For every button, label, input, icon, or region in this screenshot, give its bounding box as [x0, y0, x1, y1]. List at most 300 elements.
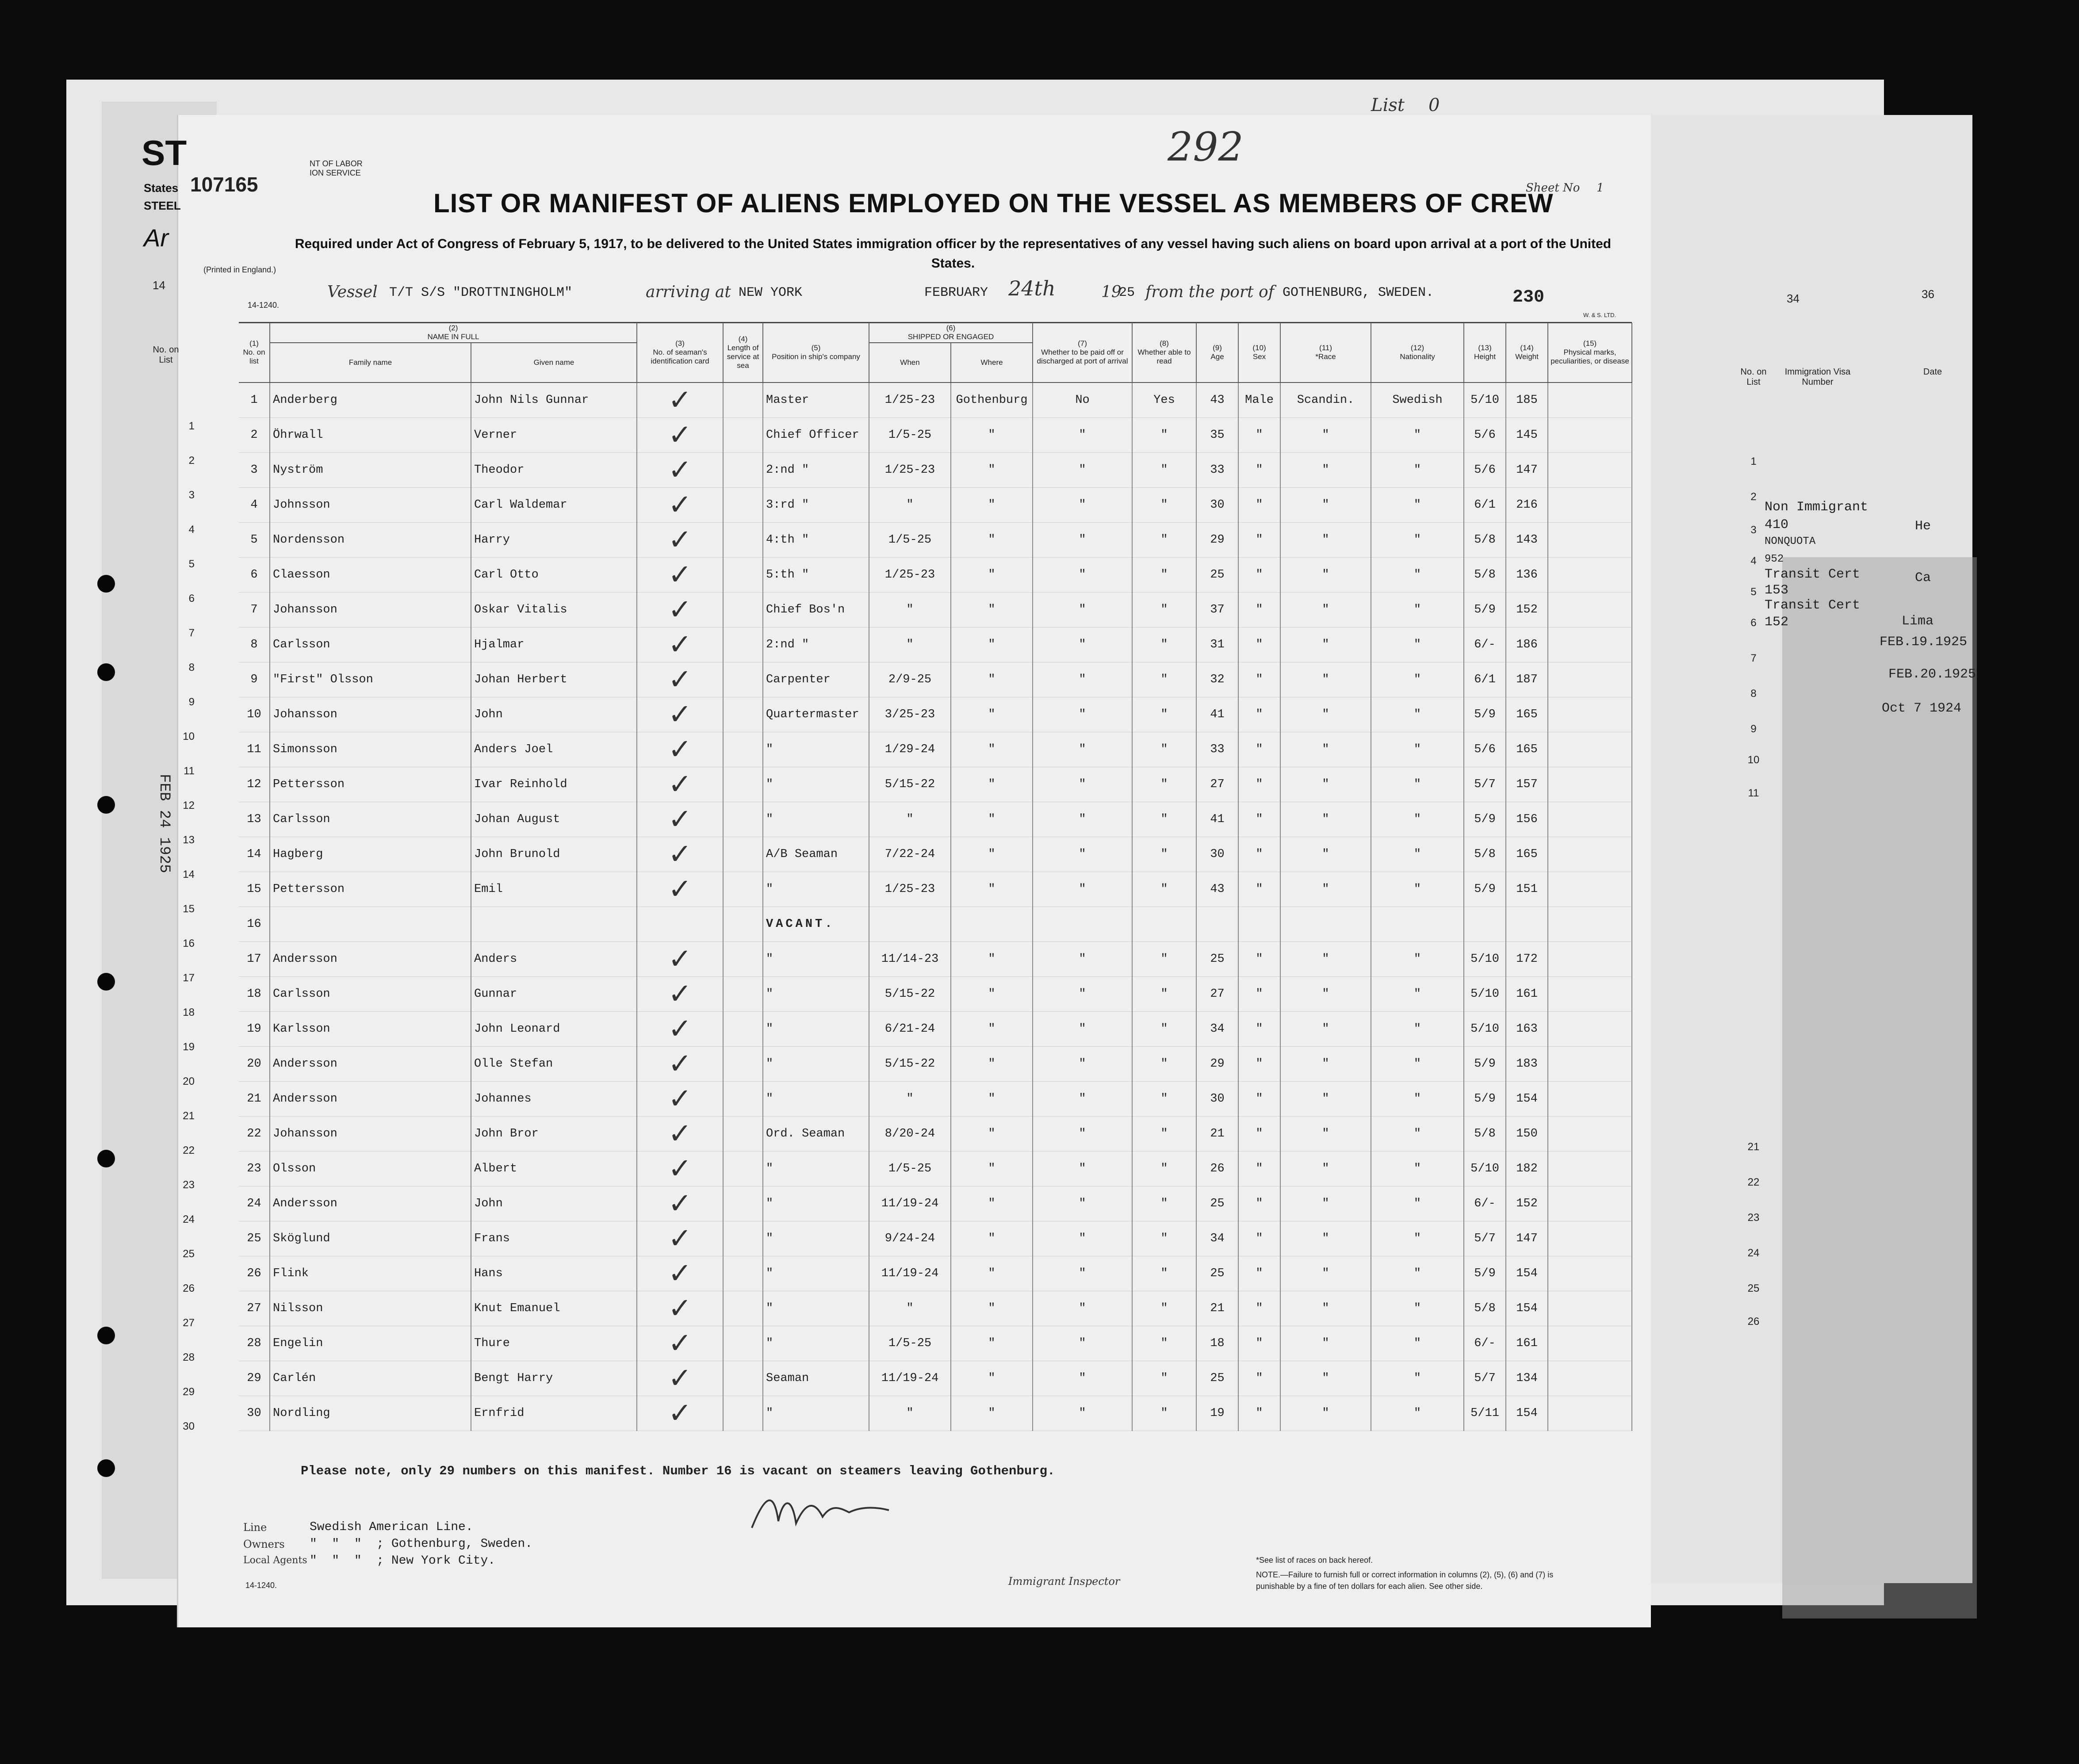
cell-age — [1196, 907, 1238, 942]
cell-weight: 161 — [1506, 1326, 1548, 1361]
cell-given: Anders Joel — [471, 732, 637, 767]
cell-sex: " — [1238, 453, 1280, 488]
punch-hole — [97, 1459, 115, 1477]
cell-position: Chief Officer — [763, 418, 869, 453]
cell-no: 24 — [239, 1186, 270, 1221]
cell-given: Emil — [471, 872, 637, 907]
cell-age: 19 — [1196, 1396, 1238, 1431]
cell-race: " — [1280, 732, 1371, 767]
cell-family: Andersson — [270, 942, 471, 977]
cell-sex: " — [1238, 1186, 1280, 1221]
cell-age: 27 — [1196, 767, 1238, 802]
cell-position: " — [763, 767, 869, 802]
cell-check: ✓ — [637, 628, 723, 662]
cell-nat: " — [1371, 488, 1464, 523]
form-number: 14-1240. — [248, 301, 279, 310]
cell-age: 34 — [1196, 1012, 1238, 1047]
stamp-text: NT OF LABOR ION SERVICE — [310, 159, 363, 177]
cell-family — [270, 907, 471, 942]
cell-check — [637, 907, 723, 942]
left-list-number: 18 — [183, 1006, 195, 1018]
left-stub-line3: Ar — [144, 224, 168, 252]
cell-family: Nordling — [270, 1396, 471, 1431]
cell-when: " — [869, 593, 951, 628]
cell-height: 5/7 — [1464, 1221, 1506, 1256]
cell-height: 5/10 — [1464, 1152, 1506, 1186]
cell-when: 1/25-23 — [869, 872, 951, 907]
left-list-number: 8 — [188, 662, 195, 673]
cell-where: " — [951, 872, 1033, 907]
cell-where: " — [951, 1186, 1033, 1221]
cell-sex: " — [1238, 837, 1280, 872]
cell-no: 3 — [239, 453, 270, 488]
cell-paid: " — [1033, 662, 1132, 697]
cell-read: " — [1132, 802, 1196, 837]
cell-no: 19 — [239, 1012, 270, 1047]
right-list-number: 11 — [1748, 787, 1759, 799]
left-list-number: 13 — [183, 834, 195, 846]
cell-no: 21 — [239, 1082, 270, 1117]
cell-height: 5/10 — [1464, 1012, 1506, 1047]
cell-given: Frans — [471, 1221, 637, 1256]
cell-check: ✓ — [637, 1256, 723, 1291]
cell-nat: " — [1371, 1012, 1464, 1047]
footer-form-number: 14-1240. — [245, 1581, 277, 1590]
cell-read: " — [1132, 837, 1196, 872]
cell-height: 5/8 — [1464, 523, 1506, 558]
cell-sex: " — [1238, 697, 1280, 732]
left-list-number: 24 — [183, 1213, 195, 1225]
table-row — [239, 418, 1632, 453]
cell-height: 5/10 — [1464, 977, 1506, 1012]
cell-weight: 172 — [1506, 942, 1548, 977]
cell-when: " — [869, 802, 951, 837]
cell-phys — [1548, 593, 1632, 628]
cell-position: " — [763, 1221, 869, 1256]
cell-phys — [1548, 837, 1632, 872]
cell-height: 5/9 — [1464, 872, 1506, 907]
cell-sex: " — [1238, 1256, 1280, 1291]
cell-where: " — [951, 1117, 1033, 1152]
cell-family: Engelin — [270, 1326, 471, 1361]
table-row — [239, 767, 1632, 802]
table-row — [239, 593, 1632, 628]
cell-position: " — [763, 1186, 869, 1221]
cell-check: ✓ — [637, 593, 723, 628]
cell-svc — [723, 418, 763, 453]
visa-8: 152 — [1765, 615, 1789, 630]
left-list-number: 27 — [183, 1317, 195, 1329]
cell-read: " — [1132, 697, 1196, 732]
visa-4: 952 — [1765, 553, 1784, 565]
col-shipped: (6) SHIPPED OR ENGAGED — [869, 323, 1033, 343]
cell-where: " — [951, 1082, 1033, 1117]
cell-when: " — [869, 628, 951, 662]
cell-position: Ord. Seaman — [763, 1117, 869, 1152]
cell-no: 12 — [239, 767, 270, 802]
cell-nat: Swedish — [1371, 383, 1464, 418]
cell-family: Olsson — [270, 1152, 471, 1186]
cell-where: " — [951, 732, 1033, 767]
cell-svc — [723, 662, 763, 697]
cell-weight: 152 — [1506, 593, 1548, 628]
left-list-number: 14 — [183, 869, 195, 880]
left-list-number: 30 — [183, 1420, 195, 1432]
cell-race: " — [1280, 1221, 1371, 1256]
cell-nat: " — [1371, 1152, 1464, 1186]
cell-read: " — [1132, 1186, 1196, 1221]
cell-phys — [1548, 697, 1632, 732]
cell-sex: " — [1238, 1221, 1280, 1256]
cell-nat: " — [1371, 977, 1464, 1012]
cell-sex: " — [1238, 1117, 1280, 1152]
table-row — [239, 837, 1632, 872]
cell-no: 2 — [239, 418, 270, 453]
cell-read: " — [1132, 977, 1196, 1012]
left-stub-line2: STEEL — [144, 199, 181, 212]
cell-where: " — [951, 1221, 1033, 1256]
cell-svc — [723, 1291, 763, 1326]
cell-sex: " — [1238, 1012, 1280, 1047]
cell-position: " — [763, 1047, 869, 1082]
cell-position: " — [763, 1326, 869, 1361]
cell-where: " — [951, 767, 1033, 802]
cell-given: Hjalmar — [471, 628, 637, 662]
arrival-year: 25 — [1119, 285, 1135, 300]
cell-race: " — [1280, 1361, 1371, 1396]
visa-3: NONQUOTA — [1765, 536, 1816, 547]
cell-given: Thure — [471, 1326, 637, 1361]
table-row — [239, 523, 1632, 558]
right-list-number: 1 — [1750, 455, 1757, 467]
cell-weight: 145 — [1506, 418, 1548, 453]
cell-weight: 165 — [1506, 837, 1548, 872]
cell-read: " — [1132, 872, 1196, 907]
cell-given: Theodor — [471, 453, 637, 488]
cell-check: ✓ — [637, 942, 723, 977]
cell-check: ✓ — [637, 1361, 723, 1396]
cell-family: Flink — [270, 1256, 471, 1291]
cell-age: 41 — [1196, 802, 1238, 837]
cell-svc — [723, 872, 763, 907]
left-list-number: 12 — [183, 800, 195, 811]
cell-age: 33 — [1196, 453, 1238, 488]
cell-phys — [1548, 1152, 1632, 1186]
cell-where: " — [951, 1047, 1033, 1082]
cell-paid: " — [1033, 872, 1132, 907]
cell-phys — [1548, 1117, 1632, 1152]
right-no-on-list: No. on List — [1740, 367, 1767, 387]
cell-nat: " — [1371, 767, 1464, 802]
cell-read: " — [1132, 488, 1196, 523]
cell-read: " — [1132, 1117, 1196, 1152]
left-list-number: 22 — [183, 1144, 195, 1156]
cell-sex: Male — [1238, 383, 1280, 418]
cell-family: Karlsson — [270, 1012, 471, 1047]
cell-position: Quartermaster — [763, 697, 869, 732]
cell-svc — [723, 523, 763, 558]
line-label: Line — [243, 1521, 267, 1534]
cell-no: 8 — [239, 628, 270, 662]
cell-race: " — [1280, 1186, 1371, 1221]
cell-nat: " — [1371, 523, 1464, 558]
cell-phys — [1548, 1012, 1632, 1047]
cell-height: 5/9 — [1464, 593, 1506, 628]
cell-weight: 216 — [1506, 488, 1548, 523]
cell-position: " — [763, 977, 869, 1012]
cell-where: " — [951, 837, 1033, 872]
cell-phys — [1548, 767, 1632, 802]
cell-given: Carl Otto — [471, 558, 637, 593]
cell-height: 6/1 — [1464, 662, 1506, 697]
cell-when: " — [869, 1082, 951, 1117]
cell-when: 11/19-24 — [869, 1186, 951, 1221]
cell-no: 27 — [239, 1291, 270, 1326]
cell-read: " — [1132, 593, 1196, 628]
visa-1: Non Immigrant — [1765, 500, 1868, 515]
cell-phys — [1548, 732, 1632, 767]
right-col-36: 36 — [1922, 287, 1934, 301]
left-list-number: 5 — [188, 558, 195, 570]
cell-age: 25 — [1196, 1186, 1238, 1221]
right-list-number: 23 — [1747, 1212, 1760, 1224]
agents-value: " " " ; New York City. — [310, 1554, 496, 1568]
cell-position: 2:nd " — [763, 453, 869, 488]
table-row — [239, 1012, 1632, 1047]
cell-check: ✓ — [637, 488, 723, 523]
cell-no: 25 — [239, 1221, 270, 1256]
cell-family: Simonsson — [270, 732, 471, 767]
cell-race: " — [1280, 1152, 1371, 1186]
cell-weight: 136 — [1506, 558, 1548, 593]
cell-no: 22 — [239, 1117, 270, 1152]
cell-no: 6 — [239, 558, 270, 593]
punch-hole — [97, 575, 115, 593]
cell-family: Sköglund — [270, 1221, 471, 1256]
cell-svc — [723, 1221, 763, 1256]
cell-nat: " — [1371, 802, 1464, 837]
cell-position: 5:th " — [763, 558, 869, 593]
col-weight: (14) Weight — [1506, 323, 1548, 383]
cell-where: " — [951, 1361, 1033, 1396]
cell-where: " — [951, 1012, 1033, 1047]
cell-family: Carlsson — [270, 802, 471, 837]
cell-given: John Bror — [471, 1117, 637, 1152]
cell-when: " — [869, 488, 951, 523]
arrival-port: NEW YORK — [739, 285, 803, 300]
cell-position: Seaman — [763, 1361, 869, 1396]
left-list-number: 10 — [183, 731, 195, 742]
cell-race: " — [1280, 628, 1371, 662]
right-attached-page — [1636, 115, 1972, 1583]
cell-height: 6/- — [1464, 628, 1506, 662]
arrival-month: FEBRUARY — [924, 285, 988, 300]
cell-read: " — [1132, 1047, 1196, 1082]
cell-check: ✓ — [637, 453, 723, 488]
cell-age: 26 — [1196, 1152, 1238, 1186]
punch-hole — [97, 663, 115, 681]
table-row — [239, 1186, 1632, 1221]
table-row — [239, 558, 1632, 593]
cell-where: Gothenburg — [951, 383, 1033, 418]
cell-check: ✓ — [637, 662, 723, 697]
cell-svc — [723, 1361, 763, 1396]
cell-phys — [1548, 558, 1632, 593]
page-subtitle: Required under Act of Congress of February 5, 1917, to be delivered to the United States immigration officer by the representatives of any vessel having such aliens on board upon arrival at a port of the United States. — [295, 237, 1612, 271]
cell-given: Ernfrid — [471, 1396, 637, 1431]
table-row — [239, 1221, 1632, 1256]
vessel-name: T/T S/S "DROTTNINGHOLM" — [389, 285, 573, 300]
col-nationality: (12) Nationality — [1371, 323, 1464, 383]
cell-nat: " — [1371, 942, 1464, 977]
cell-when: 6/21-24 — [869, 1012, 951, 1047]
cell-race: " — [1280, 942, 1371, 977]
cell-nat: " — [1371, 628, 1464, 662]
cell-phys — [1548, 1256, 1632, 1291]
cell-svc — [723, 1117, 763, 1152]
left-list-number: 16 — [183, 937, 195, 949]
cell-where: " — [951, 942, 1033, 977]
printer-mark: W. & S. LTD. — [1583, 312, 1616, 318]
cell-no: 1 — [239, 383, 270, 418]
cell-given: Bengt Harry — [471, 1361, 637, 1396]
left-list-numbers — [133, 420, 195, 1455]
cell-svc — [723, 1256, 763, 1291]
right-list-number: 4 — [1750, 555, 1757, 567]
cell-paid: " — [1033, 1396, 1132, 1431]
cell-svc — [723, 1047, 763, 1082]
cell-given: John Leonard — [471, 1012, 637, 1047]
cell-sex: " — [1238, 1326, 1280, 1361]
cell-phys — [1548, 1361, 1632, 1396]
from-port: GOTHENBURG, SWEDEN. — [1283, 285, 1434, 300]
right-list-number: 7 — [1750, 652, 1757, 664]
cell-paid: " — [1033, 1082, 1132, 1117]
cell-race: " — [1280, 418, 1371, 453]
visa-7: Transit Cert — [1765, 598, 1861, 613]
cell-paid: " — [1033, 1291, 1132, 1326]
cell-position: " — [763, 1396, 869, 1431]
cell-weight: 154 — [1506, 1396, 1548, 1431]
cell-given: Hans — [471, 1256, 637, 1291]
cell-when: 5/15-22 — [869, 767, 951, 802]
right-list-number: 25 — [1747, 1282, 1760, 1294]
cell-position: 4:th " — [763, 523, 869, 558]
table-row — [239, 697, 1632, 732]
cell-read: " — [1132, 1326, 1196, 1361]
cell-check: ✓ — [637, 767, 723, 802]
cell-family: Johansson — [270, 1117, 471, 1152]
cell-age: 32 — [1196, 662, 1238, 697]
cell-where — [951, 907, 1033, 942]
cell-family: Carlén — [270, 1361, 471, 1396]
stamp-number: 107165 — [190, 173, 258, 196]
cell-height: 5/10 — [1464, 942, 1506, 977]
cell-family: Anderberg — [270, 383, 471, 418]
cell-height: 5/7 — [1464, 767, 1506, 802]
cell-height: 5/9 — [1464, 802, 1506, 837]
table-row — [239, 453, 1632, 488]
punch-hole — [97, 796, 115, 814]
cell-phys — [1548, 872, 1632, 907]
table-row — [239, 1361, 1632, 1396]
cell-family: Carlsson — [270, 977, 471, 1012]
col-age: (9) Age — [1196, 323, 1238, 383]
cell-when: 9/24-24 — [869, 1221, 951, 1256]
cell-race: " — [1280, 558, 1371, 593]
cell-given: John — [471, 697, 637, 732]
cell-height: 6/- — [1464, 1326, 1506, 1361]
cell-no: 16 — [239, 907, 270, 942]
punch-hole — [97, 1150, 115, 1167]
cell-nat: " — [1371, 697, 1464, 732]
left-col-number: 14 — [153, 279, 165, 292]
received-stamp: FEB 24 1925 — [156, 774, 172, 873]
cell-nat: " — [1371, 593, 1464, 628]
col-race: (11) *Race — [1280, 323, 1371, 383]
cell-check: ✓ — [637, 697, 723, 732]
inspector-label: Immigrant Inspector — [1008, 1575, 1120, 1588]
table-row — [239, 1047, 1632, 1082]
cell-check: ✓ — [637, 418, 723, 453]
torn-edge — [1782, 557, 1977, 1619]
cell-check: ✓ — [637, 1117, 723, 1152]
cell-height: 5/11 — [1464, 1396, 1506, 1431]
cell-when: 8/20-24 — [869, 1117, 951, 1152]
col-service: (4) Length of service at sea — [723, 323, 763, 383]
cell-svc — [723, 1186, 763, 1221]
right-list-number: 2 — [1750, 491, 1757, 503]
cell-age: 25 — [1196, 942, 1238, 977]
cell-paid: " — [1033, 942, 1132, 977]
left-list-number: 7 — [188, 627, 195, 639]
cell-phys — [1548, 1291, 1632, 1326]
cell-race: " — [1280, 662, 1371, 697]
race-note: *See list of races on back hereof. — [1256, 1556, 1373, 1565]
cell-when: 1/25-23 — [869, 383, 951, 418]
cell-weight: 163 — [1506, 1012, 1548, 1047]
cell-when: 11/19-24 — [869, 1361, 951, 1396]
cell-position: " — [763, 1082, 869, 1117]
cell-check: ✓ — [637, 977, 723, 1012]
cell-check: ✓ — [637, 1082, 723, 1117]
cell-race: " — [1280, 1047, 1371, 1082]
cell-phys — [1548, 907, 1632, 942]
cell-paid: " — [1033, 523, 1132, 558]
cell-check: ✓ — [637, 1396, 723, 1431]
table-row — [239, 383, 1632, 418]
arriving-label: arriving at — [646, 283, 731, 301]
left-list-number: 3 — [188, 489, 195, 501]
cell-paid: " — [1033, 1047, 1132, 1082]
cell-age: 25 — [1196, 1361, 1238, 1396]
vessel-label: Vessel — [327, 283, 378, 301]
cell-height: 5/6 — [1464, 732, 1506, 767]
cell-no: 20 — [239, 1047, 270, 1082]
cell-family: Nyström — [270, 453, 471, 488]
cell-where: " — [951, 418, 1033, 453]
left-list-header: No. on List — [153, 345, 179, 365]
edge-1: He — [1915, 519, 1931, 534]
cell-paid: " — [1033, 628, 1132, 662]
table-row — [239, 907, 1632, 942]
cell-paid: " — [1033, 1186, 1132, 1221]
cell-check: ✓ — [637, 1012, 723, 1047]
cell-svc — [723, 628, 763, 662]
cell-position: " — [763, 802, 869, 837]
visa-5: Transit Cert — [1765, 567, 1861, 582]
cell-race: " — [1280, 977, 1371, 1012]
